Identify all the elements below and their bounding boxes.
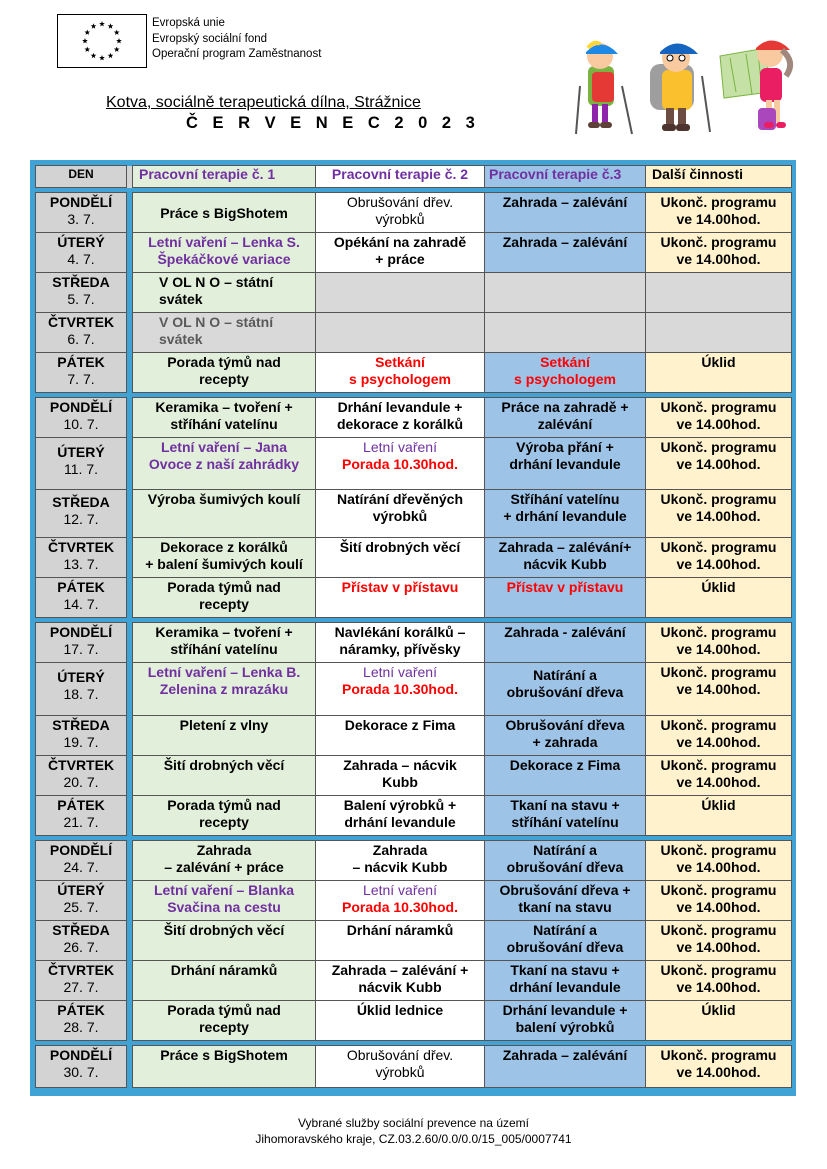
therapy-2-cell: Balení výrobků + drhání levandule xyxy=(316,796,485,836)
therapy-2-cell: Zahrada – zalévání + nácvik Kubb xyxy=(316,961,485,1001)
footer xyxy=(0,1115,827,1147)
therapy-2-cell: Šití drobných věcí xyxy=(316,538,485,578)
other-cell: Ukonč. programu ve 14.00hod. xyxy=(646,756,792,796)
header-row xyxy=(36,166,792,188)
other-cell: Úklid xyxy=(646,578,792,618)
therapy-1-cell: Šití drobných věcí xyxy=(133,921,316,961)
table-row xyxy=(36,398,792,438)
therapy-1-cell: Zahrada – zalévání + práce xyxy=(133,841,316,881)
eu-caption xyxy=(152,16,321,63)
therapy-2-cell: Drhání levandule + dekorace z korálků xyxy=(316,398,485,438)
therapy-2-cell: Dekorace z Fima xyxy=(316,716,485,756)
table-row xyxy=(36,921,792,961)
other-cell: Ukonč. programu ve 14.00hod. xyxy=(646,1046,792,1088)
day-cell: ČTVRTEK 27. 7. xyxy=(36,961,127,1001)
therapy-2-cell: Navlékání korálků – náramky, přívěsky xyxy=(316,623,485,663)
therapy-3-cell: Stříhání vatelínu + drhání levandule xyxy=(485,490,646,538)
header-therapy-1: Pracovní terapie č. 1 xyxy=(133,166,316,188)
star-icon xyxy=(84,47,90,52)
star-icon xyxy=(108,23,114,28)
therapy-3-cell: Obrušování dřeva + tkaní na stavu xyxy=(485,881,646,921)
other-cell: Ukonč. programu ve 14.00hod. xyxy=(646,841,792,881)
therapy-1-cell: Letní vaření – Lenka B. Zelenina z mrazáku xyxy=(133,663,316,716)
day-cell xyxy=(36,193,127,233)
day-cell: ÚTERÝ 25. 7. xyxy=(36,881,127,921)
therapy-1-cell: V OL N O – státní svátek xyxy=(133,273,316,313)
therapy-2-cell: Letní vaření Porada 10.30hod. xyxy=(316,663,485,716)
table-row xyxy=(36,623,792,663)
therapy-2-cell: Obrušování dřev. výrobků xyxy=(316,193,485,233)
therapy-2-cell: Letní vaření Porada 10.30hod. xyxy=(316,881,485,921)
table-row xyxy=(36,490,792,538)
therapy-1-cell: Pletení z vlny xyxy=(133,716,316,756)
other-cell xyxy=(646,273,792,313)
star-icon xyxy=(116,38,122,43)
other-cell: Ukonč. programu ve 14.00hod. xyxy=(646,663,792,716)
therapy-3-cell xyxy=(485,273,646,313)
therapy-3-cell: Setkání s psychologem xyxy=(485,353,646,393)
table-row xyxy=(36,716,792,756)
other-cell: Ukonč. programu ve 14.00hod. xyxy=(646,538,792,578)
therapy-3-cell: Výroba přání + drhání levandule xyxy=(485,438,646,490)
therapy-1-cell: Porada týmů nad recepty xyxy=(133,578,316,618)
therapy-1-cell: V OL N O – státní svátek xyxy=(133,313,316,353)
eu-flag xyxy=(57,14,147,68)
other-cell: Ukonč. programu ve 14.00hod. xyxy=(646,490,792,538)
eu-line-2: Evropský sociální fond xyxy=(152,32,268,45)
table-row xyxy=(36,193,792,233)
day-cell: STŘEDA 26. 7. xyxy=(36,921,127,961)
month-heading: Č E R V E N E C 2 0 2 3 xyxy=(186,114,480,132)
day-cell: ÚTERÝ 4. 7. xyxy=(36,233,127,273)
therapy-3-cell: Zahrada - zalévání xyxy=(485,623,646,663)
therapy-3-cell: Tkaní na stavu + stříhání vatelínu xyxy=(485,796,646,836)
other-cell: Úklid xyxy=(646,353,792,393)
header-other: Další činnosti xyxy=(646,166,792,188)
footer-line-1: Vybrané služby sociální prevence na území xyxy=(297,1116,529,1130)
schedule-table xyxy=(35,165,792,1088)
other-cell: Ukonč. programu ve 14.00hod. xyxy=(646,193,792,233)
other-cell: Úklid xyxy=(646,796,792,836)
day-cell: PONDĚLÍ 10. 7. xyxy=(36,398,127,438)
therapy-1-cell: Dekorace z korálků + balení šumivých koulí xyxy=(133,538,316,578)
other-cell: Ukonč. programu ve 14.00hod. xyxy=(646,623,792,663)
therapy-2-cell: Úklid lednice xyxy=(316,1001,485,1041)
therapy-2-cell xyxy=(316,273,485,313)
other-cell: Ukonč. programu ve 14.00hod. xyxy=(646,398,792,438)
therapy-3-cell: Zahrada – zalévání xyxy=(485,233,646,273)
other-cell: Ukonč. programu ve 14.00hod. xyxy=(646,233,792,273)
star-icon xyxy=(91,23,97,28)
day-cell: PONDĚLÍ 30. 7. xyxy=(36,1046,127,1088)
therapy-2-cell: Zahrada – nácvik Kubb xyxy=(316,756,485,796)
day-cell: ÚTERÝ 18. 7. xyxy=(36,663,127,716)
therapy-2-cell: Natírání dřevěných výrobků xyxy=(316,490,485,538)
day-cell: STŘEDA 12. 7. xyxy=(36,490,127,538)
other-cell: Ukonč. programu ve 14.00hod. xyxy=(646,716,792,756)
table-row xyxy=(36,756,792,796)
table-row xyxy=(36,233,792,273)
therapy-3-cell: Přístav v přístavu xyxy=(485,578,646,618)
other-cell: Ukonč. programu ve 14.00hod. xyxy=(646,921,792,961)
table-row xyxy=(36,313,792,353)
eu-line-3: Operační program Zaměstnanost xyxy=(152,48,322,60)
table-row xyxy=(36,841,792,881)
therapy-1-cell: Letní vaření – Blanka Svačina na cestu xyxy=(133,881,316,921)
therapy-1-cell: Drhání náramků xyxy=(133,961,316,1001)
star-icon xyxy=(99,55,105,60)
day-cell: PONDĚLÍ 24. 7. xyxy=(36,841,127,881)
therapy-1-cell: Výroba šumivých koulí xyxy=(133,490,316,538)
table-row xyxy=(36,353,792,393)
therapy-1-cell: Letní vaření – Lenka S. Špekáčkové variace xyxy=(133,233,316,273)
star-icon xyxy=(99,21,105,26)
star-icon xyxy=(114,47,120,52)
star-icon xyxy=(84,30,90,35)
therapy-1-cell: Práce s BigShotem xyxy=(133,1046,316,1088)
day-cell: PÁTEK 21. 7. xyxy=(36,796,127,836)
therapy-3-cell: Tkaní na stavu + drhání levandule xyxy=(485,961,646,1001)
page-title: Kotva, sociálně terapeutická dílna, Strážnice xyxy=(106,94,421,111)
table-row xyxy=(36,663,792,716)
table-row xyxy=(36,273,792,313)
therapy-2-cell: Opékání na zahradě + práce xyxy=(316,233,485,273)
therapy-1-cell: Letní vaření – Jana Ovoce z naší zahrádky xyxy=(133,438,316,490)
therapy-3-cell: Práce na zahradě + zalévání xyxy=(485,398,646,438)
therapy-3-cell: Drhání levandule + balení výrobků xyxy=(485,1001,646,1041)
therapy-3-cell: Obrušování dřeva + zahrada xyxy=(485,716,646,756)
eu-line-1: Evropská unie xyxy=(152,17,225,29)
therapy-3-cell: Natírání a obrušování dřeva xyxy=(485,841,646,881)
table-row xyxy=(36,538,792,578)
day-cell: ČTVRTEK 20. 7. xyxy=(36,756,127,796)
eu-stars-icon xyxy=(58,15,146,67)
day-cell: STŘEDA 19. 7. xyxy=(36,716,127,756)
other-cell xyxy=(646,313,792,353)
therapy-3-cell: Natírání a obrušování dřeva xyxy=(485,921,646,961)
other-cell: Ukonč. programu ve 14.00hod. xyxy=(646,961,792,1001)
other-cell: Ukonč. programu ve 14.00hod. xyxy=(646,438,792,490)
footer-line-2: Jihomoravského kraje, CZ.03.2.60/0.0/0.0/15_005/0007741 xyxy=(255,1132,572,1146)
star-icon xyxy=(108,53,114,58)
therapy-1-cell: Porada týmů nad recepty xyxy=(133,353,316,393)
therapy-3-cell: Zahrada – zalévání xyxy=(485,1046,646,1088)
therapy-2-cell: Setkání s psychologem xyxy=(316,353,485,393)
therapy-3-cell: Dekorace z Fima xyxy=(485,756,646,796)
day-name: PONDĚLÍ xyxy=(49,194,113,210)
day-cell: PONDĚLÍ 17. 7. xyxy=(36,623,127,663)
table-row xyxy=(36,438,792,490)
table-row xyxy=(36,1046,792,1088)
therapy-1-cell: Šití drobných věcí xyxy=(133,756,316,796)
day-cell: ČTVRTEK 6. 7. xyxy=(36,313,127,353)
therapy-1-cell: Práce s BigShotem xyxy=(133,193,316,233)
therapy-1-cell: Keramika – tvoření + stříhání vatelínu xyxy=(133,623,316,663)
day-cell: PÁTEK 28. 7. xyxy=(36,1001,127,1041)
therapy-2-cell: Letní vaření Porada 10.30hod. xyxy=(316,438,485,490)
therapy-3-cell: Zahrada – zalévání+ nácvik Kubb xyxy=(485,538,646,578)
day-cell: ÚTERÝ 11. 7. xyxy=(36,438,127,490)
table-row xyxy=(36,881,792,921)
day-date: 3. 7. xyxy=(67,211,95,227)
therapy-1-cell: Porada týmů nad recepty xyxy=(133,796,316,836)
other-cell: Úklid xyxy=(646,1001,792,1041)
table-row xyxy=(36,796,792,836)
day-cell: ČTVRTEK 13. 7. xyxy=(36,538,127,578)
therapy-3-cell xyxy=(485,313,646,353)
day-cell: PÁTEK 7. 7. xyxy=(36,353,127,393)
therapy-1-cell: Porada týmů nad recepty xyxy=(133,1001,316,1041)
day-cell: PÁTEK 14. 7. xyxy=(36,578,127,618)
day-cell: STŘEDA 5. 7. xyxy=(36,273,127,313)
star-icon xyxy=(82,38,88,43)
table-row xyxy=(36,578,792,618)
therapy-3-cell: Natírání a obrušování dřeva xyxy=(485,663,646,716)
therapy-2-cell: Zahrada – nácvik Kubb xyxy=(316,841,485,881)
table-row xyxy=(36,961,792,1001)
therapy-2-cell: Přístav v přístavu xyxy=(316,578,485,618)
header-day: DEN xyxy=(36,166,127,188)
table-row xyxy=(36,1001,792,1041)
star-icon xyxy=(114,30,120,35)
therapy-3-cell: Zahrada – zalévání xyxy=(485,193,646,233)
therapy-1-cell: Keramika – tvoření + stříhání vatelínu xyxy=(133,398,316,438)
hiking-children-icon xyxy=(570,36,800,138)
therapy-2-cell: Obrušování dřev. výrobků xyxy=(316,1046,485,1088)
star-icon xyxy=(91,53,97,58)
header-therapy-2: Pracovní terapie č. 2 xyxy=(316,166,485,188)
header-therapy-3: Pracovní terapie č.3 xyxy=(485,166,646,188)
therapy-2-cell: Drhání náramků xyxy=(316,921,485,961)
other-cell: Ukonč. programu ve 14.00hod. xyxy=(646,881,792,921)
therapy-2-cell xyxy=(316,313,485,353)
